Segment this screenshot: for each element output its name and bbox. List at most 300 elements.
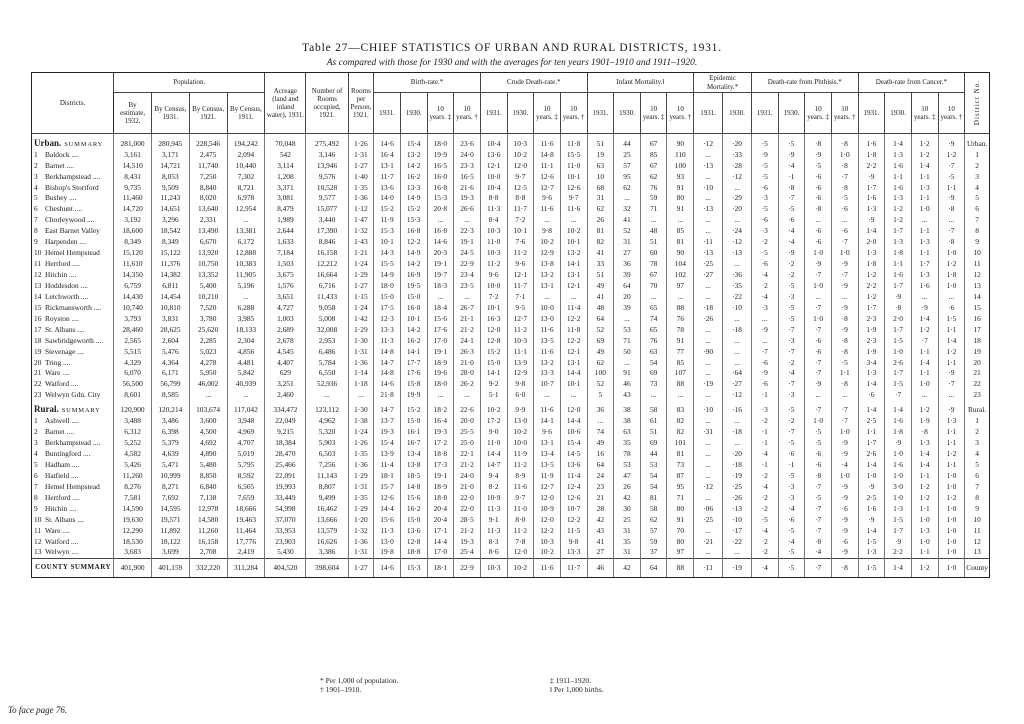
table-cell: 1·2 [938, 448, 965, 459]
table-cell: 5,008 [306, 313, 348, 324]
table-cell: 10,750 [189, 258, 227, 269]
row-number: 4 [34, 182, 38, 192]
table-cell: ·11 [694, 236, 723, 247]
table-cell: ·6 [805, 448, 832, 459]
table-cell: ·8 [885, 302, 912, 313]
rural-district-name: 13 Welwyn .... [32, 547, 114, 558]
table-cell: 41 [587, 536, 614, 547]
header-crude-death-rate: Crude Death-rate.* [480, 73, 587, 93]
table-cell: 16·8 [427, 182, 454, 193]
table-cell: 33 [587, 258, 614, 269]
table-cell: 8·0 [507, 514, 534, 525]
table-cell: ... [427, 390, 454, 401]
table-cell: ·6 [805, 459, 832, 470]
table-row [32, 448, 990, 459]
table-cell: 4,890 [189, 448, 227, 459]
table-cell: 17·2 [427, 437, 454, 448]
table-cell: 18·0 [374, 280, 401, 291]
table-cell: 5,950 [189, 368, 227, 379]
table-cell: 51 [640, 236, 667, 247]
row-number: 10 [34, 514, 42, 524]
table-cell: 1·9 [858, 346, 885, 357]
table-cell: 7,302 [227, 171, 265, 182]
table-cell: 11·3 [480, 204, 507, 215]
table-cell: 542 [265, 149, 306, 160]
table-cell: 10·9 [534, 503, 561, 514]
table-cell: ·3 [778, 335, 805, 346]
table-cell: 28,470 [265, 448, 306, 459]
table-cell: ·8 [805, 204, 832, 215]
table-cell: 14·1 [560, 258, 587, 269]
table-cell: 13·6 [400, 525, 427, 536]
table-cell: 14·9 [400, 193, 427, 204]
table-cell: ·8 [831, 558, 858, 577]
table-cell: 12,290 [114, 525, 152, 536]
table-cell: ... [938, 390, 965, 401]
header-districts: Districts. [32, 73, 114, 134]
table-cell: 16,626 [306, 536, 348, 547]
table-cell: ·9 [831, 514, 858, 525]
table-cell: 228,546 [189, 138, 227, 149]
table-cell: 52,936 [306, 379, 348, 390]
table-cell: 15·3 [400, 558, 427, 577]
table-cell: ·35 [723, 280, 752, 291]
table-cell: ... [667, 215, 694, 226]
table-cell: 11 [965, 258, 990, 269]
table-cell: 3,296 [151, 215, 189, 226]
table-cell: ·8 [938, 236, 965, 247]
table-cell: ... [694, 280, 723, 291]
table-cell: 2,304 [227, 335, 265, 346]
table-cell: ·5 [751, 514, 778, 525]
table-cell: 1·18 [348, 379, 374, 390]
table-cell: 21·0 [454, 357, 481, 368]
table-cell: 8,846 [306, 236, 348, 247]
table-cell: 104 [667, 258, 694, 269]
table-cell: ·13 [694, 204, 723, 215]
table-cell: 8,276 [114, 481, 152, 492]
table-cell: 1·4 [938, 335, 965, 346]
table-cell: ·5 [805, 160, 832, 171]
table-cell: 23·5 [454, 280, 481, 291]
table-cell: 18·0 [427, 138, 454, 149]
table-cell: ... [694, 492, 723, 503]
table-cell: ·7 [805, 368, 832, 379]
table-cell: ... [831, 390, 858, 401]
table-cell: 57 [614, 160, 641, 171]
table-cell: 8,271 [151, 481, 189, 492]
table-cell: 15·6 [374, 514, 401, 525]
table-cell: ... [694, 448, 723, 459]
table-cell: ... [694, 335, 723, 346]
table-cell: 18·8 [427, 492, 454, 503]
table-cell: 19·1 [427, 470, 454, 481]
table-cell: ·24 [723, 226, 752, 237]
table-cell: 1·3 [911, 236, 938, 247]
header-infant-mortality: Infant Mortality.‖ [587, 73, 694, 93]
table-cell: 1·8 [938, 269, 965, 280]
table-cell: 47 [614, 470, 641, 481]
table-cell: 19,993 [265, 481, 306, 492]
table-cell: 5,252 [114, 437, 152, 448]
table-cell: 16·4 [427, 415, 454, 426]
table-cell: 11 [965, 525, 990, 536]
table-cell: 12·1 [560, 346, 587, 357]
table-cell: 1·2 [938, 492, 965, 503]
table-cell: 4,481 [227, 357, 265, 368]
table-cell: 14,350 [114, 269, 152, 280]
table-cell: 28 [587, 503, 614, 514]
table-cell: 1·31 [348, 481, 374, 492]
table-cell: ·7 [831, 405, 858, 416]
table-cell: 404,520 [265, 558, 306, 577]
table-cell: 9·0 [480, 426, 507, 437]
table-cell: 7 [965, 215, 990, 226]
table-cell: 26·3 [454, 346, 481, 357]
table-cell: 88 [667, 302, 694, 313]
table-cell: 69 [640, 368, 667, 379]
table-cell: 19·3 [374, 426, 401, 437]
table-cell: 1·30 [348, 405, 374, 416]
table-cell: ·2 [751, 547, 778, 558]
table-cell: ... [723, 182, 752, 193]
table-cell: 11,464 [227, 525, 265, 536]
table-row [32, 193, 990, 204]
table-cell: 14,430 [114, 291, 152, 302]
table-cell: 16·8 [400, 226, 427, 237]
table-cell: ·7 [751, 346, 778, 357]
table-cell: 28,625 [151, 324, 189, 335]
table-cell: ·3 [751, 405, 778, 416]
table-cell: 59 [640, 536, 667, 547]
table-cell: 87 [667, 470, 694, 481]
table-cell: 1·0 [805, 247, 832, 258]
table-cell: 11·9 [507, 448, 534, 459]
table-cell: 10·7 [534, 379, 561, 390]
table-cell: 18·8 [400, 547, 427, 558]
table-cell: 14,382 [151, 269, 189, 280]
table-cell: 19·3 [454, 536, 481, 547]
table-row [32, 335, 990, 346]
table-cell: 3,675 [265, 269, 306, 280]
table-cell: 71 [667, 492, 694, 503]
table-cell: 17·3 [427, 459, 454, 470]
table-cell: 62 [614, 182, 641, 193]
table-cell: 3,699 [151, 547, 189, 558]
table-cell: ·2 [778, 357, 805, 368]
table-cell: 27 [614, 247, 641, 258]
table-cell: ... [723, 258, 752, 269]
table-cell: ·20 [723, 138, 752, 149]
table-cell: 9 [965, 503, 990, 514]
table-cell: 35 [614, 437, 641, 448]
table-cell: 43 [587, 525, 614, 536]
table-cell: 12·2 [560, 313, 587, 324]
table-cell: ... [454, 291, 481, 302]
rural-district-name: 1 Ashwell .... [32, 415, 114, 426]
table-cell: ·26 [694, 313, 723, 324]
table-cell: 14 [965, 291, 990, 302]
table-cell: 18·2 [427, 405, 454, 416]
table-cell: 5,023 [189, 346, 227, 357]
table-cell: ·1 [751, 459, 778, 470]
table-cell: ·6 [778, 215, 805, 226]
county-summary-label: COUNTY SUMMARY [32, 558, 114, 577]
row-number: 3 [34, 171, 38, 181]
table-cell: 15,122 [151, 247, 189, 258]
table-cell: ... [694, 525, 723, 536]
table-cell: 9·6 [534, 426, 561, 437]
table-cell: ·9 [938, 368, 965, 379]
table-cell: 1·24 [348, 426, 374, 437]
table-cell: ... [723, 547, 752, 558]
table-cell: 67 [640, 160, 667, 171]
table-cell: 16·1 [400, 426, 427, 437]
table-cell: 26·6 [454, 204, 481, 215]
table-cell: 1·2 [938, 258, 965, 269]
table-cell: 16·2 [400, 171, 427, 182]
table-cell: 13·4 [400, 448, 427, 459]
table-cell: 3,488 [114, 415, 152, 426]
table-cell: ... [723, 415, 752, 426]
table-cell: 85 [640, 149, 667, 160]
table-cell: 33,449 [265, 492, 306, 503]
county-summary-row [32, 558, 990, 577]
table-cell: 10·2 [560, 226, 587, 237]
urban-district-name: 13 Hoddesdon .... [32, 280, 114, 291]
table-cell: ·33 [723, 149, 752, 160]
table-cell: ... [306, 390, 348, 401]
urban-district-name: 10 Hemel Hempstead [32, 247, 114, 258]
table-cell: 1,989 [265, 215, 306, 226]
table-cell: 4,856 [227, 346, 265, 357]
table-row [32, 379, 990, 390]
table-cell: 82 [667, 415, 694, 426]
table-cell: 110 [667, 149, 694, 160]
table-cell: 1·36 [348, 459, 374, 470]
table-cell: 2,285 [189, 335, 227, 346]
table-cell: 1·3 [885, 236, 912, 247]
table-cell: 57 [640, 525, 667, 536]
table-cell: ·3 [751, 302, 778, 313]
table-cell: 14,720 [114, 204, 152, 215]
table-cell: ·10 [694, 405, 723, 416]
table-cell: ·5 [751, 160, 778, 171]
table-cell: 1·1 [885, 171, 912, 182]
table-cell: 1·30 [348, 335, 374, 346]
header-rooms-per-person: Rooms per Person, 1921. [348, 73, 374, 134]
table-cell: ·25 [694, 514, 723, 525]
table-cell: 1·6 [858, 503, 885, 514]
table-cell: 1,633 [265, 236, 306, 247]
table-cell: 1·27 [348, 558, 374, 577]
table-cell: 10·3 [507, 138, 534, 149]
table-cell: ... [831, 291, 858, 302]
table-cell: ... [694, 415, 723, 426]
table-cell: 1·0 [938, 558, 965, 577]
table-cell: ·6 [805, 171, 832, 182]
table-cell: 16·7 [400, 437, 427, 448]
table-cell: 14·7 [374, 405, 401, 416]
table-cell: 50 [614, 346, 641, 357]
table-cell: 35 [614, 536, 641, 547]
table-cell: ·4 [751, 291, 778, 302]
table-cell: ·12 [694, 138, 723, 149]
table-cell: 1·6 [885, 160, 912, 171]
table-cell: 15·2 [374, 204, 401, 215]
table-cell: 14·2 [400, 324, 427, 335]
table-cell: 7,256 [306, 459, 348, 470]
table-cell: ... [227, 390, 265, 401]
table-cell: 9,577 [306, 193, 348, 204]
header-district-no: District No. [965, 73, 990, 134]
urban-district-name: 17 St. Albans .... [32, 324, 114, 335]
table-cell: 117,042 [227, 405, 265, 416]
statistics-table [31, 72, 990, 578]
table-cell: ·21 [694, 536, 723, 547]
table-cell: 41 [587, 291, 614, 302]
table-cell: 56,799 [151, 379, 189, 390]
table-cell: 629 [265, 368, 306, 379]
table-cell: 4,329 [114, 357, 152, 368]
header-epidemic-col: 1931. [694, 93, 723, 134]
table-cell: 14·2 [400, 258, 427, 269]
table-cell: ·7 [938, 160, 965, 171]
table-cell: 100 [587, 368, 614, 379]
table-cell: 11·6 [534, 204, 561, 215]
row-number: 16 [34, 313, 42, 323]
table-row [32, 215, 990, 226]
table-cell: 1·0 [938, 481, 965, 492]
table-cell: 5,903 [306, 437, 348, 448]
table-cell: ·19 [694, 379, 723, 390]
table-cell: 53 [614, 459, 641, 470]
table-cell: 1·14 [348, 368, 374, 379]
table-cell: 7,692 [151, 492, 189, 503]
table-cell: 22·9 [454, 558, 481, 577]
table-cell: 14·1 [480, 368, 507, 379]
table-cell: ... [723, 313, 752, 324]
table-cell: 103,674 [189, 405, 227, 416]
table-cell: 10·1 [560, 236, 587, 247]
urban-summary-word: SUMMARY [64, 140, 104, 148]
urban-summary-row [32, 138, 990, 149]
table-cell: 4,969 [227, 426, 265, 437]
urban-district-name: 6 Cheshunt .... [32, 204, 114, 215]
table-cell: 1·0 [805, 280, 832, 291]
table-cell: 7·2 [480, 291, 507, 302]
table-cell: 8,020 [189, 193, 227, 204]
table-cell: 1·0 [911, 514, 938, 525]
table-cell: 3,114 [265, 160, 306, 171]
table-cell: 6,565 [227, 481, 265, 492]
table-cell: 63 [587, 160, 614, 171]
table-cell: ·13 [694, 247, 723, 258]
table-cell: ·1 [778, 171, 805, 182]
table-cell: 13 [965, 547, 990, 558]
table-cell: 11,243 [151, 193, 189, 204]
table-cell: 1·1 [911, 346, 938, 357]
table-cell: 1·8 [885, 247, 912, 258]
table-cell: 8 [965, 226, 990, 237]
table-cell: ·13 [694, 160, 723, 171]
table-cell: ·2 [778, 269, 805, 280]
table-cell: ·9 [938, 138, 965, 149]
table-cell: ... [694, 215, 723, 226]
table-cell: ·7 [938, 379, 965, 390]
table-cell: ·9 [831, 448, 858, 459]
table-cell: ·8 [911, 426, 938, 437]
table-cell: 11,143 [306, 470, 348, 481]
table-cell: 10·2 [480, 405, 507, 416]
table-cell: 8 [965, 492, 990, 503]
table-cell: 10·0 [507, 437, 534, 448]
table-cell: 54 [640, 470, 667, 481]
table-cell: 91 [667, 514, 694, 525]
table-cell: 8·8 [480, 193, 507, 204]
table-cell: 9·2 [480, 379, 507, 390]
header-acreage: Acreage (land and inland water), 1931. [265, 73, 306, 134]
table-cell: 28,460 [114, 324, 152, 335]
table-cell: ·20 [723, 204, 752, 215]
table-cell: 1·0 [831, 149, 858, 160]
table-cell: 13·9 [507, 357, 534, 368]
table-cell: 1·5 [858, 536, 885, 547]
table-cell: 25 [614, 514, 641, 525]
table-cell: ·5 [778, 547, 805, 558]
table-cell: ·2 [778, 258, 805, 269]
table-cell: ·9 [831, 437, 858, 448]
table-cell: ·9 [805, 379, 832, 390]
table-row [32, 236, 990, 247]
table-cell: ... [189, 390, 227, 401]
urban-district-name: 3 Berkhampstead .... [32, 171, 114, 182]
table-cell: ·1 [751, 437, 778, 448]
table-cell: 1·20 [348, 514, 374, 525]
table-cell: 1·4 [858, 459, 885, 470]
table-cell: ... [751, 313, 778, 324]
table-cell: 82 [667, 426, 694, 437]
table-cell: 2,644 [265, 226, 306, 237]
table-cell: 5,379 [151, 437, 189, 448]
table-cell: 8,721 [227, 182, 265, 193]
table-cell: 8,479 [265, 204, 306, 215]
table-cell: 1·2 [858, 269, 885, 280]
table-cell: ·18 [694, 302, 723, 313]
table-cell: 15·6 [400, 492, 427, 503]
table-cell: 1·7 [885, 368, 912, 379]
table-cell: 19·1 [427, 346, 454, 357]
table-cell: 10·3 [480, 226, 507, 237]
table-cell: 91 [667, 182, 694, 193]
table-row [32, 324, 990, 335]
table-cell: 12·6 [534, 171, 561, 182]
table-cell: 5,196 [227, 280, 265, 291]
table-cell: 40,939 [227, 379, 265, 390]
header-crude-death-col: 10 years. † [560, 93, 587, 134]
table-cell: 1·40 [348, 171, 374, 182]
header-population-col: By Census, 1921. [189, 93, 227, 134]
table-cell: 1·5 [858, 558, 885, 577]
table-cell: 16,158 [306, 247, 348, 258]
table-cell: 14·7 [374, 357, 401, 368]
table-cell: 1 [965, 415, 990, 426]
table-cell: 18,666 [227, 503, 265, 514]
table-cell: ·6 [751, 357, 778, 368]
rural-district-name: 3 Berkhampstead .... [32, 437, 114, 448]
row-number: 19 [34, 346, 42, 356]
table-cell: 9·6 [507, 258, 534, 269]
